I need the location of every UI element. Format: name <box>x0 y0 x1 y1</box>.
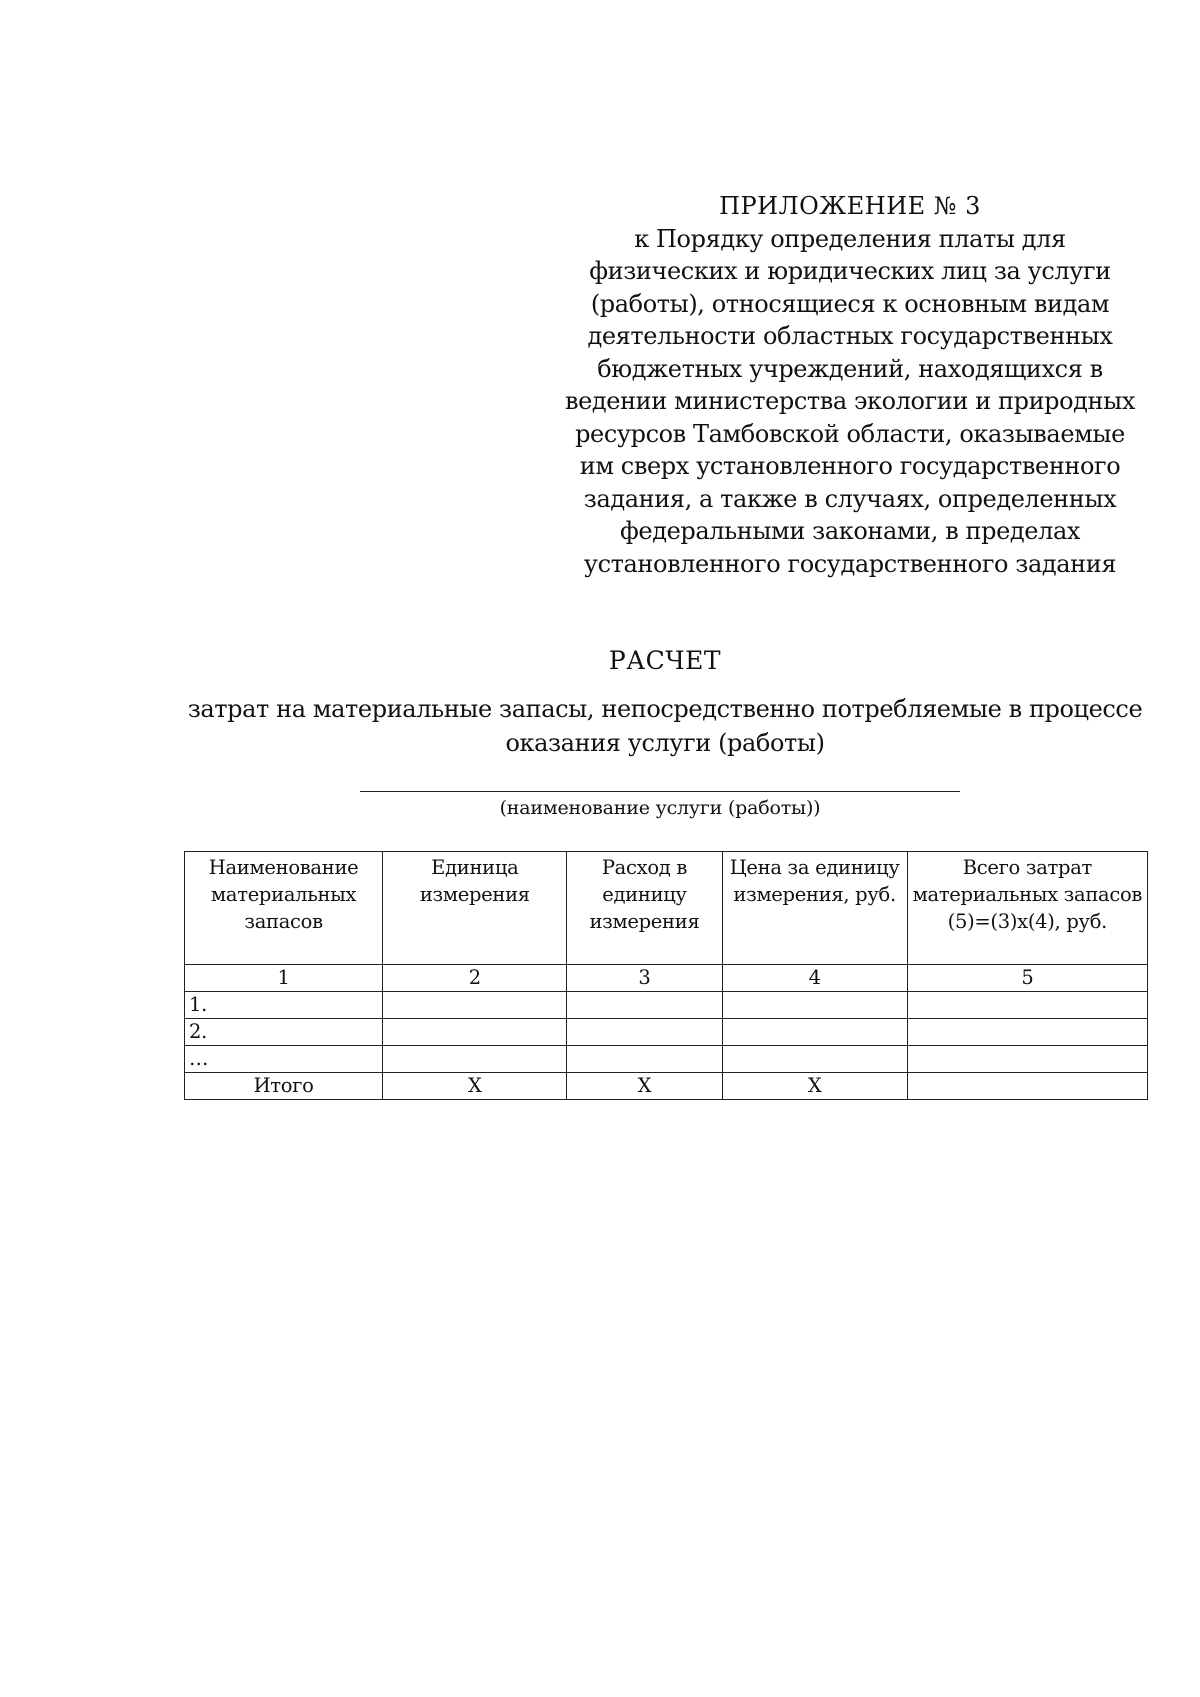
column-number: 3 <box>567 965 722 992</box>
row-label: 2. <box>185 1019 383 1046</box>
calculation-table <box>184 851 1148 1100</box>
total-mark: Х <box>722 1073 907 1100</box>
total-mark: Х <box>567 1073 722 1100</box>
table-cell <box>567 992 722 1019</box>
appendix-line: к Порядку определения платы для <box>634 224 1066 253</box>
total-value <box>907 1073 1147 1100</box>
column-number: 5 <box>907 965 1147 992</box>
appendix-heading: ПРИЛОЖЕНИЕ № 3 <box>719 192 981 220</box>
appendix-block <box>560 190 1140 580</box>
service-name-blank-line <box>360 791 960 792</box>
column-number: 1 <box>185 965 383 992</box>
header-material-name: Наименование материальных запасов <box>185 852 383 965</box>
appendix-line: федеральными законами, в пределах <box>620 517 1080 545</box>
total-label: Итого <box>185 1073 383 1100</box>
total-mark: Х <box>383 1073 567 1100</box>
table-row <box>185 992 1148 1019</box>
appendix-line: физических и юридических лиц за услуги <box>589 257 1111 285</box>
appendix-line: установленного государственного задания <box>583 549 1117 578</box>
table-row <box>185 1046 1148 1073</box>
table-cell <box>907 1019 1147 1046</box>
subtitle-line: затрат на материальные запасы, непосредственно потребляемые в процессе <box>187 695 1143 723</box>
table-cell <box>722 1019 907 1046</box>
table-cell <box>722 1046 907 1073</box>
header-total-cost: Всего затрат материальных запасов (5)=(3)х(4), руб. <box>907 852 1147 965</box>
service-name-caption: (наименование услуги (работы)) <box>499 797 821 819</box>
header-consumption: Расход в единицу измерения <box>567 852 722 965</box>
appendix-line: деятельности областных государственных <box>587 322 1113 350</box>
table-cell <box>383 1046 567 1073</box>
appendix-line: задания, а также в случаях, определенных <box>583 484 1117 513</box>
header-unit: Единица измерения <box>383 852 567 965</box>
column-number: 4 <box>722 965 907 992</box>
document-title: РАСЧЕТ <box>608 646 722 675</box>
appendix-line: ресурсов Тамбовской области, оказываемые <box>575 419 1125 448</box>
subtitle-line: оказания услуги (работы) <box>505 729 825 757</box>
table-header-row <box>185 852 1148 965</box>
table-cell <box>567 1019 722 1046</box>
appendix-line: им сверх установленного государственного <box>579 452 1121 480</box>
header-price: Цена за единицу измерения, руб. <box>722 852 907 965</box>
document-subtitle <box>180 692 1150 760</box>
column-number: 2 <box>383 965 567 992</box>
row-label: 1. <box>185 992 383 1019</box>
table-cell <box>567 1046 722 1073</box>
table-cell <box>722 992 907 1019</box>
table-cell <box>383 992 567 1019</box>
total-row <box>185 1073 1148 1100</box>
table-cell <box>907 1046 1147 1073</box>
column-number-row <box>185 965 1148 992</box>
table-cell <box>383 1019 567 1046</box>
row-label: … <box>185 1046 383 1073</box>
appendix-line: ведении министерства экологии и природных <box>564 387 1135 415</box>
table-cell <box>907 992 1147 1019</box>
appendix-line: бюджетных учреждений, находящихся в <box>597 354 1103 383</box>
appendix-line: (работы), относящиеся к основным видам <box>590 289 1110 318</box>
table-row <box>185 1019 1148 1046</box>
